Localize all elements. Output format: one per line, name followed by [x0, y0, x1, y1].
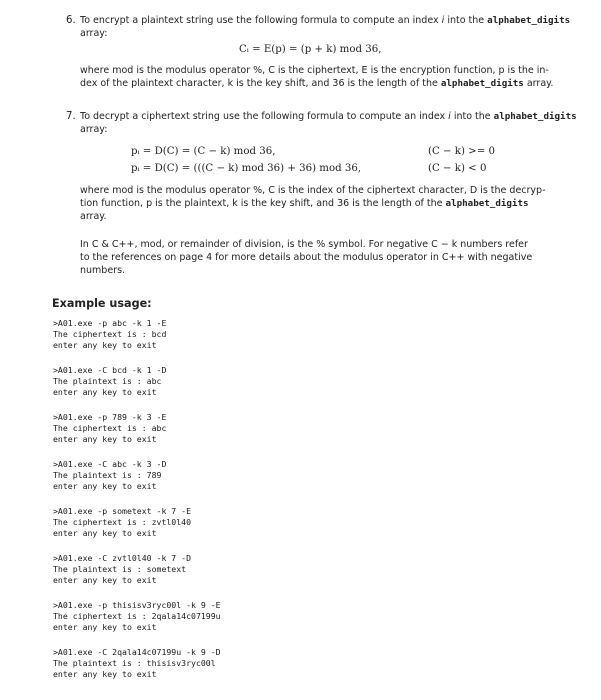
item-7-formula-1: pᵢ = D(C) = (C − k) mod 36, — [131, 146, 276, 157]
item-7-where-line2 — [80, 198, 529, 211]
example-output: The plaintext is : 789 — [53, 469, 162, 480]
example-block-7 — [53, 600, 221, 632]
item-7-condition-2: (C − k) < 0 — [428, 163, 487, 174]
example-prompt: enter any key to exit — [53, 527, 157, 538]
example-usage-heading: Example usage: — [52, 297, 152, 310]
example-prompt: enter any key to exit — [53, 480, 157, 491]
item-7-note-line2: to the references on page 4 for more details about the modulus operator in C++ with negative — [80, 252, 533, 263]
example-block-8 — [53, 647, 221, 679]
example-block-6 — [53, 553, 191, 585]
example-output: The plaintext is : abc — [53, 375, 162, 386]
item-7-intro — [80, 111, 577, 124]
item-7-note-line3: numbers. — [80, 265, 126, 276]
example-prompt: enter any key to exit — [53, 621, 157, 632]
item-7-intro-text-2: into the — [450, 111, 494, 122]
item-7-where-text: tion function, p is the plaintext, k is the key shift, and 36 is the length of the — [80, 198, 446, 209]
item-6-intro-code: alphabet_digits — [487, 15, 571, 26]
example-output: The plaintext is : thisisv3ryc00l — [53, 657, 216, 668]
example-block-3 — [53, 412, 166, 444]
item-7-where-line3: array. — [80, 211, 107, 222]
item-6-intro — [80, 15, 570, 28]
example-output: The ciphertext is : abc — [53, 422, 167, 433]
example-prompt: enter any key to exit — [53, 433, 157, 444]
item-6-where-line1: where mod is the modulus operator %, C is the ciphertext, E is the encryption function, p is the in- — [80, 65, 549, 76]
item-7-intro-var: i — [448, 111, 451, 122]
item-7-formula-2: pᵢ = D(C) = (((C − k) mod 36) + 36) mod 36, — [131, 163, 362, 174]
item-6-intro-text: To encrypt a plaintext string use the following formula to compute an index — [80, 15, 442, 26]
example-prompt: enter any key to exit — [53, 339, 157, 350]
example-command: >A01.exe -C zvtl0l40 -k 7 -D — [53, 553, 192, 563]
example-command: >A01.exe -p abc -k 1 -E — [53, 318, 167, 328]
item-6-intro-line2: array: — [80, 28, 108, 39]
item-7-intro-text: To decrypt a ciphertext string use the following formula to compute an index — [80, 111, 449, 122]
example-command: >A01.exe -p 789 -k 3 -E — [53, 412, 167, 422]
example-block-2 — [53, 365, 166, 397]
example-command: >A01.exe -C bcd -k 1 -D — [53, 365, 167, 375]
example-output: The plaintext is : sometext — [53, 563, 187, 574]
example-block-4 — [53, 459, 166, 491]
item-7-intro-code: alphabet_digits — [493, 111, 577, 122]
item-7-number: 7. — [66, 111, 76, 122]
example-command: >A01.exe -C 2qala14c07199u -k 9 -D — [53, 647, 221, 657]
item-7-note-line1: In C & C++, mod, or remainder of division, is the % symbol. For negative C − k numbers refer — [80, 239, 528, 250]
item-7-condition-1: (C − k) >= 0 — [428, 146, 495, 157]
item-6-intro-text-2: into the — [444, 15, 488, 26]
item-6-formula: Cᵢ = E(p) = (p + k) mod 36, — [239, 44, 382, 55]
example-prompt: enter any key to exit — [53, 574, 157, 585]
example-block-1 — [53, 318, 166, 350]
example-prompt: enter any key to exit — [53, 386, 157, 397]
example-block-5 — [53, 506, 191, 538]
item-6-where-text: dex of the plaintext character, k is the key shift, and 36 is the length of the — [80, 78, 441, 89]
item-7-where-line1: where mod is the modulus operator %, C is the index of the ciphertext character, D is the decryp- — [80, 185, 546, 196]
item-6-where-line2 — [80, 78, 553, 91]
example-command: >A01.exe -C abc -k 3 -D — [53, 459, 167, 469]
item-6-where-text-2: array. — [523, 78, 554, 89]
example-command: >A01.exe -p sometext -k 7 -E — [53, 506, 192, 516]
item-6-number: 6. — [66, 15, 76, 26]
example-output: The ciphertext is : zvtl0l40 — [53, 516, 192, 527]
example-output: The ciphertext is : 2qala14c07199u — [53, 610, 221, 621]
item-6-where-code: alphabet_digits — [440, 78, 524, 89]
item-7-intro-line2: array: — [80, 124, 108, 135]
example-prompt: enter any key to exit — [53, 668, 157, 679]
example-output: The ciphertext is : bcd — [53, 328, 167, 339]
item-6-intro-var: i — [441, 15, 445, 26]
example-command: >A01.exe -p thisisv3ryc00l -k 9 -E — [53, 600, 221, 610]
item-7-where-code: alphabet_digits — [445, 198, 529, 209]
